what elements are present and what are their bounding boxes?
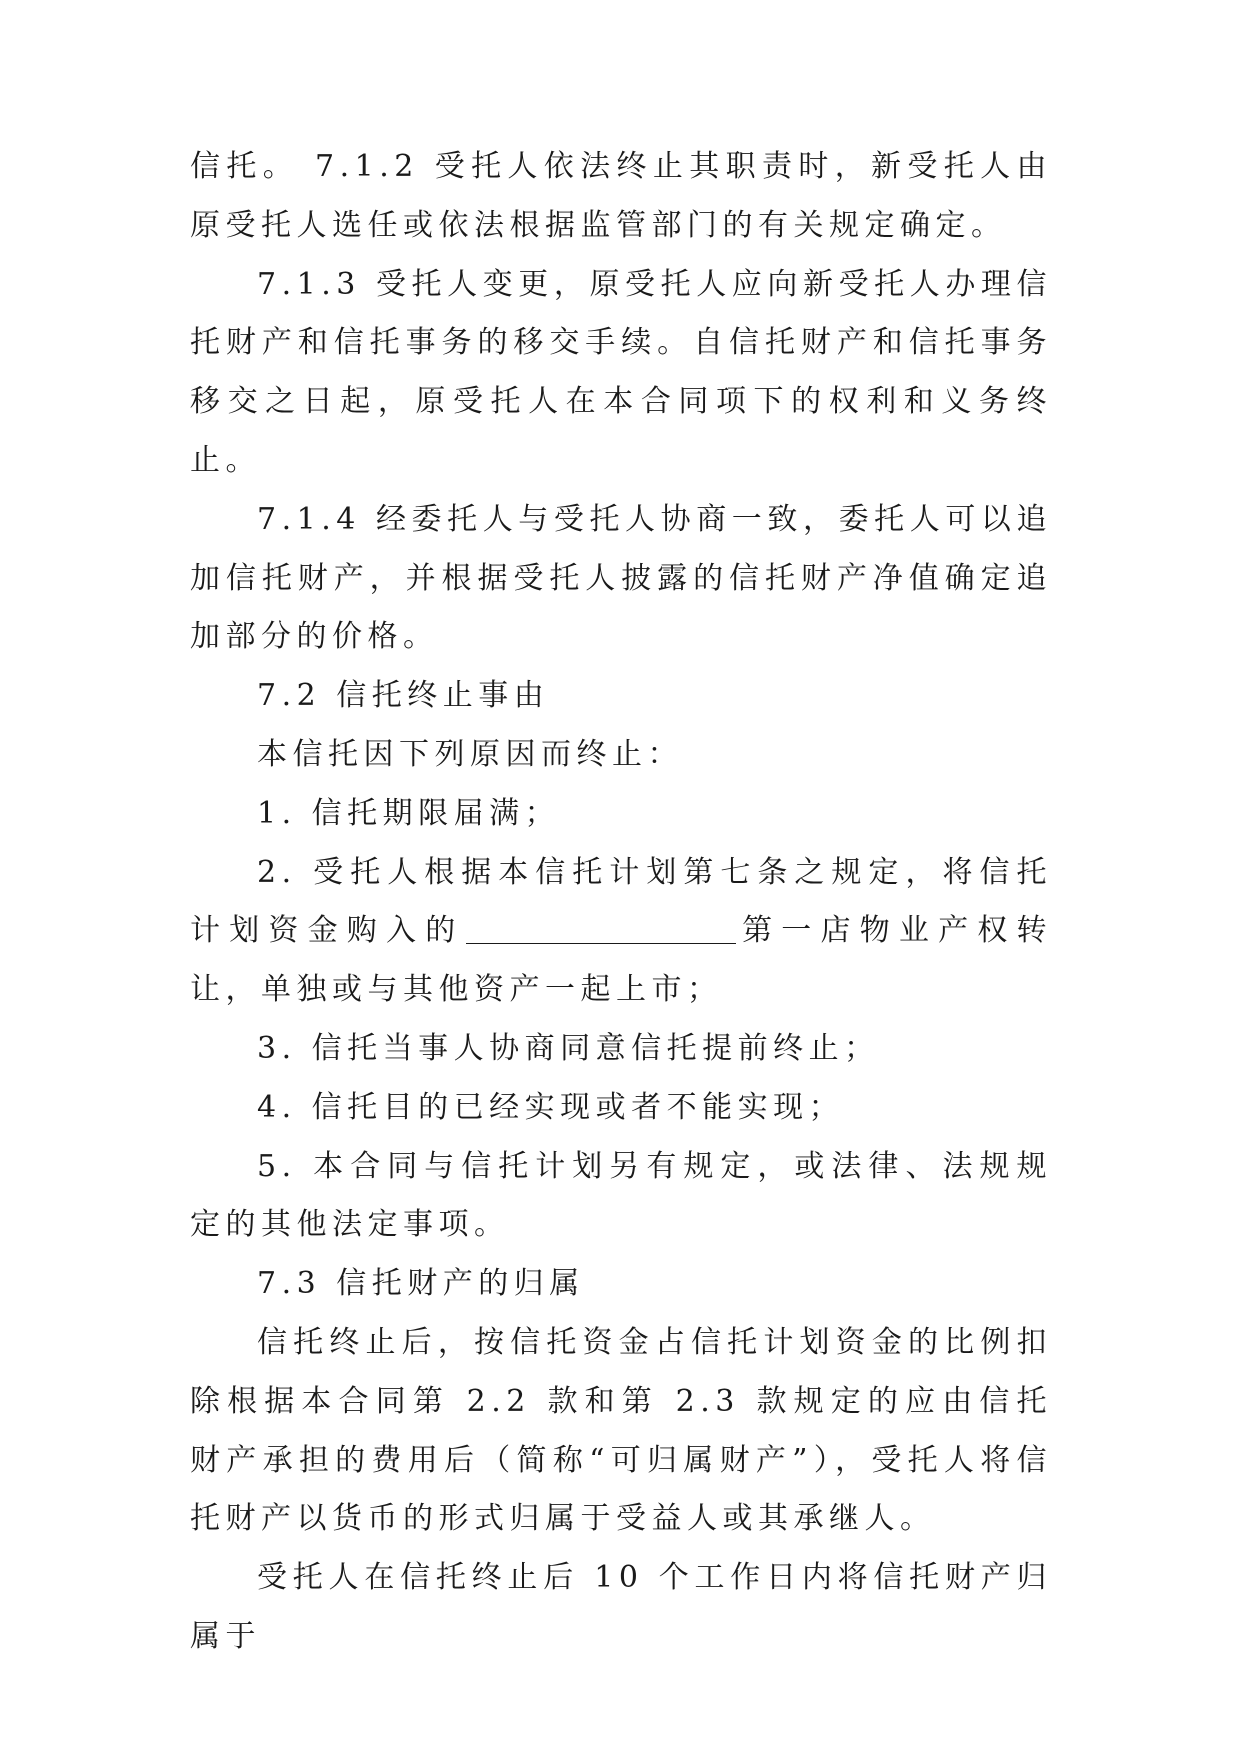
paragraph-7-1-4: 7.1.4 经委托人与受托人协商一致，委托人可以追加信托财产，并根据受托人披露的信托财产净值确定追加部分的价格。: [190, 501, 1052, 655]
termination-item-2-text-before: 2. 受托人根据本信托计划第七条之规定，将信托计划资金购入的: [190, 854, 1052, 949]
property-attribution-paragraph: 信托终止后，按信托资金占信托计划资金的比例扣除根据本合同第 2.2 款和第 2.3 款规定的应由信托财产承担的费用后（简称“可归属财产”），受托人将信托财产以货币的形式归属于受益人或其承继人。: [190, 1324, 1052, 1537]
termination-item-5: 5. 本合同与信托计划另有规定，或法律、法规规定的其他法定事项。: [190, 1148, 1052, 1243]
termination-item-1: 1. 信托期限届满；: [257, 795, 561, 831]
heading-7-2: 7.2 信托终止事由: [257, 678, 550, 714]
document-page: [190, 138, 1052, 1667]
paragraph-7-1-2: 信托。 7.1.2 受托人依法终止其职责时，新受托人由原受托人选任或依法根据监管部门的有关规定确定。: [190, 149, 1052, 243]
termination-intro: 本信托因下列原因而终止：: [257, 736, 683, 772]
paragraph-7-1-3: 7.1.3 受托人变更，原受托人应向新受托人办理信托财产和信托事务的移交手续。自信托财产和信托事务移交之日起，原受托人在本合同项下的权利和义务终止。: [190, 266, 1052, 478]
termination-item-2: [190, 844, 1052, 1020]
termination-item-4: 4. 信托目的已经实现或者不能实现；: [257, 1089, 845, 1125]
termination-item-3: 3. 信托当事人协商同意信托提前终止；: [257, 1030, 880, 1066]
termination-item-2-text-after: 第一店物业产权转让，单独或与其他资产一起上市；: [190, 913, 1053, 1008]
property-attribution-timing-paragraph: 受托人在信托终止后 10 个工作日内将信托财产归属于: [190, 1560, 1052, 1654]
blank-fill-line: [466, 913, 736, 944]
heading-7-3: 7.3 信托财产的归属: [257, 1266, 585, 1302]
